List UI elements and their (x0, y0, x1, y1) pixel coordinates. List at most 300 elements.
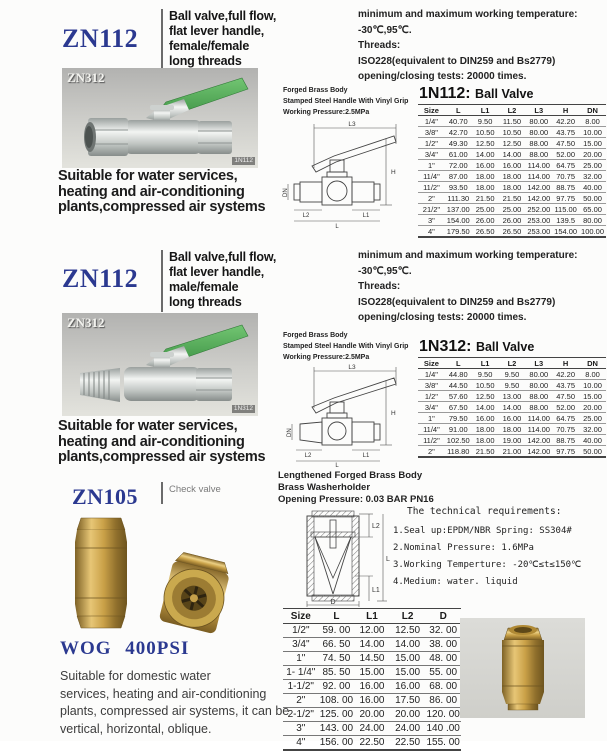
table-cell: 25.00 (499, 204, 526, 215)
table-cell: 137.00 (446, 204, 470, 214)
table-cell: 118.80 (445, 446, 472, 458)
table-cell: 3/8" (418, 380, 445, 391)
table-cell: 9.50 (499, 380, 526, 391)
dim-label-L2: L2 (304, 453, 312, 459)
table-cell: 44.80 (445, 369, 472, 380)
table-cell: 139.5 (552, 215, 579, 226)
drawing-caption (283, 85, 413, 118)
table-cell: 8.00 (579, 116, 606, 127)
text-line: flat lever handle, (169, 265, 265, 279)
table-cell: 93.50 (445, 182, 472, 193)
table-cell: 24.00 (354, 722, 390, 736)
dim-label-L1: L1 (362, 453, 370, 459)
table-row (418, 435, 606, 446)
table-cell: 253.00 (527, 215, 551, 225)
table-cell: 143. 00 (319, 723, 354, 734)
table-cell: 3/4" (418, 402, 445, 413)
table-cell: 87.00 (445, 171, 472, 182)
table-cell: 154.00 (554, 226, 578, 236)
working-specs-text (358, 248, 598, 326)
column-header: L3 (525, 358, 552, 369)
table-cell: 142.00 (527, 435, 551, 445)
column-header: L1 (354, 609, 390, 624)
photo-corner-tag: 1N112 (234, 157, 253, 164)
table-cell: 80.00 (525, 116, 552, 127)
divider (161, 482, 163, 504)
table-cell: 9.50 (499, 369, 526, 380)
table-cell: 25.00 (579, 413, 606, 424)
dim-label-H: H (391, 169, 396, 176)
table-cell: 10.00 (579, 380, 606, 391)
dim-label-L1: L1 (362, 213, 370, 219)
table-cell: 88.00 (525, 402, 552, 413)
table-cell: 42.20 (552, 116, 579, 127)
table-cell: 12.50 (499, 138, 526, 149)
table-row (418, 402, 606, 413)
table-cell: 80.00 (579, 215, 606, 226)
brass-check-valve-photo-illustration (460, 618, 585, 718)
table-cell: 102.50 (446, 435, 470, 445)
table-cell: 80.00 (525, 127, 552, 138)
text-line: long threads (169, 295, 242, 309)
column-header: DN (579, 358, 606, 369)
table-cell: 154.00 (446, 215, 470, 225)
dim-label-L3: L3 (348, 121, 356, 128)
text-line: ISO228(equivalent to DIN259 and Bs2779) (358, 296, 556, 308)
table-row (418, 204, 606, 215)
table-cell: 61.00 (445, 149, 472, 160)
suitable-for-text (58, 419, 293, 466)
table-cell: 52.00 (552, 149, 579, 160)
column-header: L (445, 358, 472, 369)
table-name: Ball Valve (475, 340, 535, 354)
table-code: 1N112: (419, 85, 471, 102)
valve-body (124, 120, 202, 154)
dim-label-DN: DN (287, 428, 293, 437)
table-row (418, 413, 606, 424)
table-cell: 18.00 (472, 182, 499, 193)
table-row (283, 708, 461, 722)
dim-label-L: L (335, 463, 339, 469)
table-header-row (418, 105, 606, 116)
table-header-row (283, 609, 461, 624)
table-cell: 92. 00 (319, 680, 355, 694)
text-line: Ball valve,full flow, (169, 250, 277, 264)
table-cell: 88.00 (525, 391, 552, 402)
table-cell: 40.70 (445, 116, 472, 127)
table-title (419, 338, 534, 356)
table-cell: 3" (418, 215, 445, 226)
dimension-table-1n312 (418, 357, 606, 458)
text-line: Suitable for water services, (58, 418, 238, 434)
table-cell: 114.00 (525, 424, 552, 435)
table-cell: 43.75 (552, 380, 579, 391)
table-cell: 114.00 (525, 171, 552, 182)
valve-stem (154, 108, 170, 122)
check-valve-upright (75, 518, 127, 628)
table-cell: 12.50 (390, 624, 426, 638)
table-cell: 85. 50 (319, 666, 355, 680)
table-cell: 4" (283, 736, 319, 751)
text-line: Forged Brass Body (283, 332, 348, 339)
table-cell: 16.00 (354, 680, 390, 694)
table-cell: 120. 00 (426, 709, 460, 720)
table-cell: 14.00 (499, 149, 526, 160)
table-cell: 140 .00 (426, 723, 460, 734)
column-header: Size (418, 358, 445, 369)
column-header: D (425, 609, 461, 624)
table-cell: 18.00 (472, 171, 499, 182)
table-cell: 2" (418, 446, 445, 458)
table-cell: 65.00 (579, 204, 606, 215)
table-cell: 3" (283, 722, 319, 736)
table-cell: 57.60 (445, 391, 472, 402)
table-cell: 20.00 (579, 402, 606, 413)
table-cell: 79.50 (445, 413, 472, 424)
table-cell: 21/2" (418, 204, 445, 215)
table-row (283, 624, 461, 638)
text-line: Working Pressure:2.5MPa (283, 354, 370, 361)
photo-corner-tag: 1N312 (233, 405, 253, 412)
table-cell: 74. 50 (319, 652, 355, 666)
table-cell: 18.00 (472, 424, 499, 435)
column-header: L1 (472, 358, 499, 369)
table-cell: 9.50 (472, 116, 499, 127)
dim-label-L3: L3 (348, 364, 356, 371)
table-cell: 1/4" (418, 116, 445, 127)
table-cell: 156. 00 (319, 737, 354, 748)
divider (161, 9, 163, 72)
table-cell: 21.50 (499, 193, 526, 204)
text-line: Threads: (358, 281, 401, 292)
table-cell: 14.50 (354, 652, 390, 666)
table-cell: 26.00 (499, 215, 526, 226)
text-line: -30℃,95℃. (358, 265, 412, 277)
table-title (419, 85, 533, 103)
text-line: 3.Working Temperture: -20℃≤t≤150℃ (393, 560, 582, 570)
suitable-for-text (58, 169, 293, 216)
column-header: L (319, 609, 355, 624)
table-cell: 15.00 (390, 652, 426, 666)
text-line: 2.Nominal Pressure: 1.6MPa (393, 543, 534, 553)
table-cell: 10.50 (472, 127, 499, 138)
text-line: services, heating and air-conditioning (60, 686, 267, 701)
table-cell: 16.00 (472, 160, 499, 171)
text-line: Stamped Steel Handle With Vinyl Grip (283, 98, 409, 105)
table-cell: 40.00 (579, 182, 606, 193)
table-cell: 80.00 (525, 369, 552, 380)
text-line: Suitable for domestic water (60, 669, 211, 683)
column-header: L (445, 105, 472, 116)
text-line: Working Pressure:2.5MPa (283, 109, 370, 116)
table-cell: 22.50 (390, 736, 426, 751)
table-cell: 21.00 (499, 446, 526, 458)
table-cell: 70.75 (552, 424, 579, 435)
table-cell: 11.50 (499, 116, 526, 127)
table-row (418, 391, 606, 402)
drawing-caption (278, 470, 478, 506)
table-cell: 25.00 (472, 204, 499, 215)
model-code: ZN105 (72, 484, 139, 509)
table-cell: 48. 00 (425, 652, 461, 666)
table-cell: 40.00 (579, 435, 606, 446)
table-cell: 3/8" (418, 127, 445, 138)
table-cell: 15.00 (390, 666, 426, 680)
text-line: Forged Brass Body (283, 87, 348, 94)
table-cell: 59. 00 (319, 624, 355, 638)
section-zn112-male-female (0, 240, 607, 470)
table-code: 1N312: (419, 338, 472, 355)
table-cell: 252.00 (527, 204, 551, 214)
table-row (283, 694, 461, 708)
table-row (418, 215, 606, 226)
text-line: Opening Pressure: 0.03 BAR PN16 (278, 494, 434, 505)
table-cell: 125. 00 (319, 709, 354, 720)
table-cell: 26.50 (472, 226, 499, 238)
table-cell: 21.50 (472, 446, 499, 458)
table-cell: 14.00 (472, 402, 499, 413)
dim-label-L: L (386, 556, 390, 563)
table-row (418, 380, 606, 391)
table-cell: 72.00 (445, 160, 472, 171)
table-cell: 22.50 (354, 736, 390, 751)
product-photo (62, 313, 258, 416)
text-line: 4.Medium: water. liquid (393, 577, 518, 587)
table-cell: 11/2" (418, 435, 445, 446)
dimension-table-zn105 (283, 608, 461, 751)
dim-label-L2: L2 (372, 523, 380, 530)
text-line: opening/closing tests: 20000 times. (358, 312, 527, 323)
table-cell: 16.00 (354, 694, 390, 708)
check-valve-photos-illustration (55, 512, 240, 640)
text-line: ISO228(equivalent to DIN259 and Bs2779) (358, 55, 556, 67)
text-line: heating and air-conditioning (58, 183, 245, 200)
dim-label-L1: L1 (372, 587, 380, 594)
table-cell: 13.00 (499, 391, 526, 402)
text-line: vertical, horizontal, oblique. (60, 721, 212, 736)
table-row (283, 722, 461, 736)
table-cell: 42.70 (445, 127, 472, 138)
table-cell: 16.00 (499, 160, 526, 171)
table-cell: 25.00 (579, 160, 606, 171)
table-row (418, 116, 606, 127)
table-header-row (418, 358, 606, 369)
column-header: DN (579, 105, 606, 116)
table-cell: 8.00 (579, 369, 606, 380)
dimension-table-1n112 (418, 104, 606, 238)
table-cell: 88.75 (552, 182, 579, 193)
column-header: L2 (390, 609, 426, 624)
table-cell: 11/4" (418, 171, 445, 182)
table-cell: 97.75 (552, 446, 579, 458)
table-cell: 20.00 (579, 149, 606, 160)
table-cell: 88.00 (525, 138, 552, 149)
table-cell: 64.75 (552, 413, 579, 424)
table-cell: 86. 00 (425, 694, 461, 708)
table-cell: 155. 00 (426, 737, 460, 748)
table-cell: 88.75 (552, 435, 579, 446)
dim-label-D: D (330, 599, 336, 606)
column-header: L3 (525, 105, 552, 116)
table-row (418, 138, 606, 149)
text-line: flat lever handle, (169, 24, 265, 38)
table-cell: 1" (418, 160, 445, 171)
table-cell: 24.00 (390, 722, 426, 736)
text-line: minimum and maximum working temperature: (358, 250, 578, 261)
table-cell: 1-1/2" (283, 680, 319, 694)
table-row (418, 369, 606, 380)
table-cell: 15.00 (579, 391, 606, 402)
table-cell: 18.00 (499, 424, 526, 435)
table-cell: 32. 00 (425, 624, 461, 638)
text-line: Suitable for water services, (58, 168, 238, 184)
table-cell: 115.00 (552, 204, 579, 215)
table-cell: 50.00 (579, 193, 606, 204)
section-zn105-check-valve (0, 470, 607, 748)
pressure-rating: WOG 400PSI (60, 638, 190, 659)
table-cell: 44.50 (445, 380, 472, 391)
text-line: Lengthened Forged Brass Body (278, 470, 423, 481)
table-cell: 10.00 (579, 127, 606, 138)
table-row (283, 652, 461, 666)
table-cell: 114.00 (525, 413, 552, 424)
table-cell: 20.00 (390, 708, 426, 722)
table-cell: 43.75 (552, 127, 579, 138)
text-line: 1.Seal up:EPDM/NBR Spring: SS304# (393, 526, 572, 536)
valve-stem (154, 355, 170, 369)
table-cell: 42.20 (552, 369, 579, 380)
table-cell: 64.75 (552, 160, 579, 171)
female-hex-end-right (196, 368, 232, 401)
model-code: ZN112 (62, 24, 139, 53)
table-cell: 12.50 (472, 391, 499, 402)
column-header: L2 (499, 105, 526, 116)
table-cell: 38. 00 (425, 638, 461, 652)
table-row (283, 666, 461, 680)
table-row (418, 171, 606, 182)
text-line: female/female (169, 39, 250, 53)
table-cell: 1/4" (418, 369, 445, 380)
table-row (418, 127, 606, 138)
table-cell: 47.50 (552, 138, 579, 149)
table-cell: 11/2" (418, 182, 445, 193)
table-row (418, 226, 606, 238)
table-cell: 16.00 (390, 680, 426, 694)
table-cell: 26.50 (499, 226, 526, 238)
table-cell: 15.00 (579, 138, 606, 149)
table-cell: 50.00 (579, 446, 606, 458)
table-cell: 14.00 (472, 149, 499, 160)
table-cell: 10.50 (499, 127, 526, 138)
text-line: plants,compressed air systems (58, 449, 266, 465)
table-cell: 19.00 (499, 435, 526, 446)
technical-requirements (393, 506, 603, 591)
model-code: ZN112 (62, 264, 139, 293)
table-cell: 1/2" (283, 624, 319, 638)
section-zn112-female-female (0, 0, 607, 240)
text-line: minimum and maximum working temperature: (358, 9, 578, 20)
table-cell: 108. 00 (319, 695, 354, 706)
drawing-caption (283, 330, 413, 363)
table-cell: 14.00 (390, 638, 426, 652)
suitable-for-text (60, 668, 295, 738)
text-line: heating and air-conditioning (58, 433, 245, 450)
ball-valve-line-drawing (280, 118, 406, 230)
table-cell: 111.30 (445, 193, 472, 204)
table-row (283, 680, 461, 694)
text-line: opening/closing tests: 20000 times. (358, 71, 527, 82)
table-cell: 16.00 (472, 413, 499, 424)
female-hex-end-right (198, 121, 232, 154)
table-cell: 14.00 (354, 638, 390, 652)
table-cell: 142.00 (527, 182, 551, 192)
table-cell: 15.00 (354, 666, 390, 680)
check-valve-tilted (158, 550, 234, 634)
table-cell: 26.00 (472, 215, 499, 226)
table-cell: 20.00 (354, 708, 390, 722)
column-header: Size (418, 105, 445, 116)
table-cell: 66. 50 (319, 638, 355, 652)
table-cell: 3/4" (283, 638, 319, 652)
column-header: H (552, 105, 579, 116)
table-cell: 1" (283, 652, 319, 666)
column-header: L2 (499, 358, 526, 369)
table-cell: 1- 1/4" (283, 666, 319, 680)
table-cell: 47.50 (552, 391, 579, 402)
text-line: Brass Washerholder (278, 482, 371, 493)
text-line: Stamped Steel Handle With Vinyl Grip (283, 343, 409, 350)
table-cell: 17.50 (390, 694, 426, 708)
table-row (283, 736, 461, 751)
table-cell: 179.50 (446, 226, 470, 236)
table-cell: 1" (418, 413, 445, 424)
table-cell: 52.00 (552, 402, 579, 413)
table-cell: 114.00 (525, 160, 552, 171)
table-name: Ball Valve (475, 87, 534, 101)
check-valve-line-drawing (283, 506, 398, 608)
dim-label-DN: DN (283, 188, 289, 197)
table-cell: 12.00 (354, 624, 390, 638)
table-cell: 1/2" (418, 138, 445, 149)
working-specs-text (358, 7, 598, 85)
divider (161, 250, 163, 312)
dim-label-L2: L2 (302, 213, 310, 219)
table-cell: 3/4" (418, 149, 445, 160)
product-description (169, 9, 299, 69)
table-cell: 2" (418, 193, 445, 204)
table-row (418, 193, 606, 204)
table-cell: 10.50 (472, 380, 499, 391)
text-line: long threads (169, 54, 242, 68)
table-cell: 32.00 (579, 424, 606, 435)
text-line: plants, compressed air systems, it can be (60, 704, 290, 718)
table-cell: 14.00 (499, 402, 526, 413)
ball-valve-line-drawing (280, 362, 406, 467)
table-cell: 12.50 (472, 138, 499, 149)
spring-cone (315, 537, 351, 578)
table-cell: 67.50 (445, 402, 472, 413)
table-row (418, 160, 606, 171)
table-cell: 100.00 (581, 226, 604, 236)
male-thread-end-left (80, 368, 120, 402)
table-cell: 18.00 (472, 435, 499, 446)
tech-requirements-title: The technical requirements: (407, 506, 562, 517)
table-cell: 9.50 (472, 369, 499, 380)
text-line: Threads: (358, 40, 401, 51)
tech-requirements-list (393, 523, 603, 591)
washer-disc (311, 532, 355, 537)
dim-label-H: H (391, 410, 396, 417)
